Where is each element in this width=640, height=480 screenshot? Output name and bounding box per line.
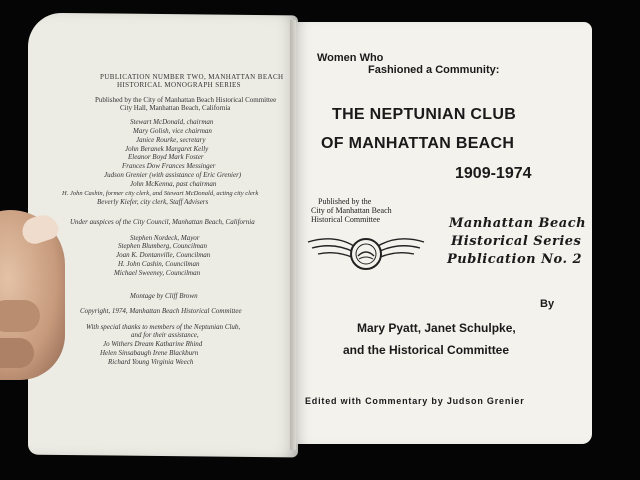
years: 1909-1974 xyxy=(455,165,532,182)
lp-line: John McKenna, past chairman xyxy=(130,180,217,188)
book-spine xyxy=(290,20,296,450)
lp-line: Published by the City of Manhattan Beach Historical Committee xyxy=(95,96,277,104)
winged-emblem-icon xyxy=(304,228,428,278)
title-line-1: THE NEPTUNIAN CLUB xyxy=(332,106,517,123)
editor-line: Edited with Commentary by Judson Grenier xyxy=(305,396,525,406)
series-line: Publication No. 2 xyxy=(447,252,583,267)
lp-line: and for their assistance, xyxy=(131,331,199,339)
title-line-2: OF MANHATTAN BEACH xyxy=(321,135,515,152)
finger xyxy=(0,300,40,332)
lp-line: HISTORICAL MONOGRAPH SERIES xyxy=(117,81,241,89)
lp-line: Eleanor Boyd Mark Foster xyxy=(128,153,204,161)
subtitle-line-1: Women Who xyxy=(317,52,384,64)
publisher-line: City of Manhattan Beach xyxy=(311,206,392,215)
authors-line-1: Mary Pyatt, Janet Schulpke, xyxy=(357,321,516,335)
series-line: Manhattan Beach xyxy=(449,216,587,231)
lp-line: Under auspices of the City Council, Manhattan Beach, California xyxy=(70,218,255,226)
lp-line: Joan K. Dontanville, Councilman xyxy=(116,251,211,259)
lp-line: Judson Grenier (with assistance of Eric Grenier) xyxy=(104,171,242,179)
lp-line: H. John Cashin, Councilman xyxy=(118,260,200,268)
publisher-line: Published by the xyxy=(318,197,372,206)
lp-line: Stephen Nordeck, Mayor xyxy=(130,234,200,242)
lp-line: PUBLICATION NUMBER TWO, MANHATTAN BEACH xyxy=(100,73,284,81)
lp-line: H. John Cashin, former city clerk, and Stewart McDonald, acting city clerk xyxy=(62,190,259,197)
lp-line: Helen Sinsabaugh Irene Blackburn xyxy=(100,349,199,357)
lp-line: Frances Dow Frances Messinger xyxy=(122,162,216,170)
subtitle-line-2: Fashioned a Community: xyxy=(368,64,500,76)
finger xyxy=(0,338,34,368)
series-line: Historical Series xyxy=(451,234,582,249)
authors-line-2: and the Historical Committee xyxy=(343,343,510,357)
lp-line: Michael Sweeney, Councilman xyxy=(114,269,201,277)
lp-line: Beverly Kiefer, city clerk, Staff Advisers xyxy=(97,198,209,206)
lp-line: Mary Golish, vice chairman xyxy=(133,127,212,135)
by-label: By xyxy=(540,298,555,310)
lp-line: Janice Rourke, secretary xyxy=(136,136,206,144)
lp-line: Montage by Cliff Brown xyxy=(130,292,198,300)
lp-line: City Hall, Manhattan Beach, California xyxy=(120,104,231,112)
lp-line: Stephen Blumberg, Councilman xyxy=(118,242,207,250)
lp-line: Jo Withers Dream Katharine Rhind xyxy=(103,340,203,348)
lp-line: Stewart McDonald, chairman xyxy=(130,118,214,126)
lp-line: Copyright, 1974, Manhattan Beach Historical Committee xyxy=(80,307,242,315)
lp-line: Richard Young Virginia Weech xyxy=(108,358,194,366)
publisher-line: Historical Committee xyxy=(311,215,381,224)
lp-line: With special thanks to members of the Neptunian Club, xyxy=(86,323,241,331)
lp-line: John Beranek Margaret Kelly xyxy=(125,145,209,153)
